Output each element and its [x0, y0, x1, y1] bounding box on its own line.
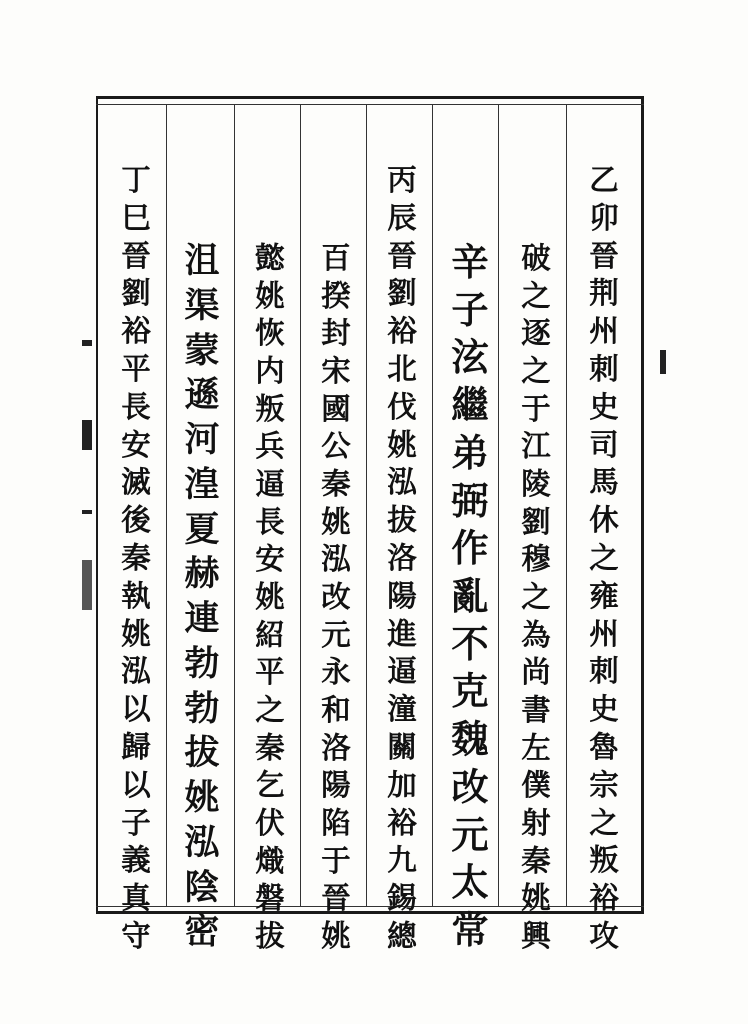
glyph: 克	[451, 669, 489, 714]
glyph: 恢	[255, 315, 285, 351]
gutter-mark	[82, 340, 92, 346]
glyph: 關	[387, 728, 417, 764]
glyph: 晉	[121, 237, 151, 273]
glyph: 裕	[387, 313, 417, 349]
text-column-1	[572, 110, 636, 1006]
text-column-8	[104, 110, 168, 1006]
glyph: 裕	[121, 313, 151, 349]
column-text	[504, 239, 568, 955]
glyph: 平	[255, 654, 285, 690]
glyph: 改	[451, 764, 489, 809]
glyph: 卯	[589, 199, 619, 235]
column-text	[370, 161, 434, 955]
glyph: 兵	[255, 428, 285, 464]
text-column-4	[370, 110, 434, 1006]
glyph: 魏	[451, 717, 489, 762]
glyph: 逼	[255, 466, 285, 502]
right-edge-mark	[660, 350, 666, 374]
glyph: 封	[321, 315, 351, 351]
glyph: 雍	[589, 577, 619, 613]
glyph: 長	[255, 503, 285, 539]
glyph: 歸	[121, 728, 151, 764]
glyph: 懿	[255, 240, 285, 275]
glyph: 姚	[387, 426, 417, 462]
glyph: 九	[387, 842, 417, 878]
glyph: 劉	[121, 275, 151, 311]
glyph: 伐	[387, 388, 417, 424]
glyph: 真	[121, 880, 151, 916]
glyph: 和	[321, 692, 351, 728]
glyph: 陰	[184, 866, 220, 908]
text-column-6	[238, 188, 302, 1006]
glyph: 滅	[121, 464, 151, 500]
glyph: 泓	[121, 653, 151, 689]
glyph: 揆	[321, 277, 351, 313]
glyph: 宗	[589, 766, 619, 802]
glyph: 姚	[255, 579, 285, 615]
glyph: 司	[589, 426, 619, 462]
glyph: 姚	[321, 503, 351, 539]
glyph: 陷	[321, 805, 351, 841]
glyph: 辰	[387, 199, 417, 235]
glyph: 魯	[589, 728, 619, 764]
glyph: 丁	[121, 162, 151, 197]
glyph: 紹	[255, 616, 285, 652]
gutter-mark	[82, 510, 92, 514]
column-text	[104, 161, 168, 955]
glyph: 長	[121, 388, 151, 424]
glyph: 北	[387, 350, 417, 386]
glyph: 穆	[521, 541, 551, 577]
glyph: 勃	[184, 687, 220, 729]
glyph: 晉	[321, 880, 351, 916]
glyph: 史	[589, 691, 619, 727]
glyph: 江	[521, 428, 551, 464]
glyph: 逼	[387, 653, 417, 689]
glyph: 改	[321, 579, 351, 615]
glyph: 洛	[387, 539, 417, 575]
glyph: 之	[589, 804, 619, 840]
glyph: 守	[121, 917, 151, 953]
glyph: 射	[521, 805, 551, 841]
glyph: 姚	[521, 880, 551, 916]
glyph: 元	[321, 616, 351, 652]
column-text	[438, 239, 502, 955]
column-text	[238, 239, 302, 955]
glyph: 沮	[184, 240, 220, 281]
glyph: 義	[121, 842, 151, 878]
glyph: 弼	[451, 478, 489, 523]
text-column-5	[304, 188, 368, 1006]
glyph: 陽	[387, 577, 417, 613]
glyph: 之	[589, 539, 619, 575]
glyph: 晉	[589, 237, 619, 273]
glyph: 進	[387, 615, 417, 651]
glyph: 渠	[184, 284, 220, 326]
glyph: 姚	[121, 615, 151, 651]
glyph: 泓	[387, 464, 417, 500]
glyph: 國	[321, 390, 351, 426]
column-text	[572, 161, 636, 955]
glyph: 總	[387, 917, 417, 953]
glyph: 州	[589, 615, 619, 651]
glyph: 泓	[321, 541, 351, 577]
glyph: 泓	[184, 821, 220, 863]
glyph: 馬	[589, 464, 619, 500]
glyph: 公	[321, 428, 351, 464]
glyph: 乙	[589, 162, 619, 197]
glyph: 磐	[255, 880, 285, 916]
glyph: 之	[521, 353, 551, 389]
gutter-mark	[82, 420, 92, 450]
glyph: 遜	[184, 374, 220, 416]
glyph: 安	[255, 541, 285, 577]
glyph: 子	[121, 804, 151, 840]
glyph: 百	[321, 240, 351, 275]
glyph: 史	[589, 388, 619, 424]
glyph: 州	[589, 313, 619, 349]
gutter-mark	[82, 560, 92, 610]
glyph: 湟	[184, 463, 220, 505]
glyph: 繼	[451, 383, 489, 428]
glyph: 叛	[255, 390, 285, 426]
glyph: 常	[451, 908, 489, 953]
glyph: 亂	[451, 574, 489, 619]
glyph: 陵	[521, 466, 551, 502]
glyph: 伏	[255, 805, 285, 841]
glyph: 蒙	[184, 329, 220, 371]
glyph: 永	[321, 654, 351, 690]
column-text	[304, 239, 368, 955]
column-rule	[234, 104, 235, 906]
glyph: 辛	[451, 240, 489, 284]
glyph: 元	[451, 812, 489, 857]
glyph: 赫	[184, 553, 220, 595]
glyph: 勃	[184, 642, 220, 684]
glyph: 丙	[387, 162, 417, 197]
glyph: 執	[121, 577, 151, 613]
glyph: 裕	[387, 804, 417, 840]
glyph: 之	[521, 277, 551, 313]
glyph: 不	[451, 621, 489, 666]
glyph: 姚	[255, 277, 285, 313]
glyph: 作	[451, 526, 489, 571]
glyph: 姚	[321, 918, 351, 954]
glyph: 荆	[589, 275, 619, 311]
glyph: 刺	[589, 350, 619, 386]
glyph: 逐	[521, 315, 551, 351]
glyph: 于	[321, 842, 351, 878]
glyph: 于	[521, 390, 551, 426]
glyph: 劉	[521, 503, 551, 539]
glyph: 連	[184, 598, 220, 639]
glyph: 刺	[589, 653, 619, 689]
glyph: 拔	[255, 918, 285, 954]
glyph: 加	[387, 766, 417, 802]
glyph: 宋	[321, 353, 351, 389]
glyph: 晉	[387, 237, 417, 273]
glyph: 子	[451, 287, 489, 332]
glyph: 劉	[387, 275, 417, 311]
glyph: 拔	[387, 502, 417, 538]
glyph: 興	[521, 918, 551, 954]
glyph: 裕	[589, 880, 619, 916]
glyph: 之	[255, 692, 285, 728]
text-column-3	[438, 188, 502, 1006]
glyph: 姚	[184, 777, 220, 818]
glyph: 後	[121, 502, 151, 538]
glyph: 攻	[589, 917, 619, 953]
glyph: 潼	[387, 691, 417, 727]
glyph: 密	[184, 911, 220, 953]
glyph: 平	[121, 350, 151, 386]
glyph: 拔	[184, 732, 220, 774]
glyph: 陽	[321, 767, 351, 803]
glyph: 安	[121, 426, 151, 462]
glyph: 弟	[451, 430, 489, 475]
frame-inner-top-rule	[96, 104, 644, 105]
text-column-2	[504, 188, 568, 1006]
glyph: 秦	[255, 729, 285, 765]
glyph: 錫	[387, 880, 417, 916]
glyph: 僕	[521, 767, 551, 803]
glyph: 休	[589, 502, 619, 538]
glyph: 秦	[521, 842, 551, 878]
glyph: 河	[184, 419, 220, 460]
glyph: 熾	[255, 842, 285, 878]
glyph: 乞	[255, 767, 285, 803]
glyph: 内	[255, 353, 285, 389]
page-gutter	[80, 90, 96, 920]
glyph: 破	[521, 240, 551, 275]
glyph: 之	[521, 579, 551, 615]
glyph: 巳	[121, 199, 151, 235]
glyph: 夏	[184, 508, 220, 550]
glyph: 叛	[589, 842, 619, 878]
glyph: 洛	[321, 729, 351, 765]
glyph: 秦	[121, 539, 151, 575]
glyph: 泫	[451, 335, 489, 380]
glyph: 秦	[321, 466, 351, 502]
glyph: 為	[521, 616, 551, 652]
glyph: 書	[521, 692, 551, 728]
column-text	[170, 239, 234, 955]
glyph: 尚	[521, 654, 551, 690]
glyph: 以	[121, 766, 151, 802]
text-column-7	[170, 188, 234, 1006]
glyph: 左	[521, 729, 551, 765]
glyph: 以	[121, 691, 151, 727]
glyph: 太	[451, 860, 489, 905]
